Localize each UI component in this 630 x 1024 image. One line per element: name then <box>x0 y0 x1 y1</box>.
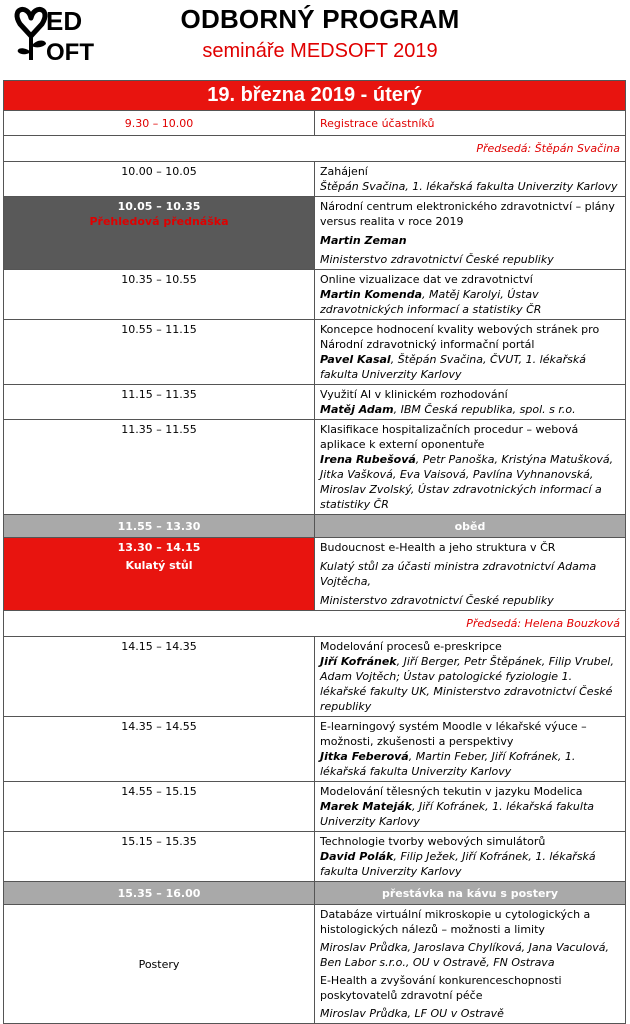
chair-1: Předsedá: Štěpán Svačina <box>4 136 626 162</box>
session-title: Online vizualizace dat ve zdravotnictví <box>320 273 533 286</box>
coffee-time: 15.35 – 16.00 <box>4 882 315 905</box>
session-title: Modelování tělesných tekutin v jazyku Modelica <box>320 785 583 798</box>
program-row <box>4 717 626 782</box>
session-authors <box>320 352 620 382</box>
session-title: Klasifikace hospitalizačních procedur – webová aplikace k externí oponentuře <box>320 423 579 451</box>
session-time: 14.55 – 15.15 <box>4 782 315 832</box>
session-coauthors: , Filip Ježek, Jiří Kofránek, 1. lékařská fakulta Univerzity Karlovy <box>320 850 596 878</box>
session-time: 13.30 – 14.15 <box>117 541 201 554</box>
registration-time: 9.30 – 10.00 <box>4 111 315 136</box>
session-authors <box>320 654 620 714</box>
session-coauthors: , Jiří Berger, Petr Štěpánek, Filip Vrubel, Adam Vojtěch; Ústav patologické fyziologie 1. lékařské fakulty UK, Ministerstvo zdravotnictví České republiky <box>320 655 614 713</box>
program-row <box>4 270 626 320</box>
session-title: Modelování procesů e-preskripce <box>320 640 502 653</box>
session-content <box>315 197 626 270</box>
session-coauthors: , IBM Česká republika, spol. s r.o. <box>393 403 576 416</box>
program-row <box>4 197 626 270</box>
session-title: Technologie tvorby webových simulátorů <box>320 835 546 848</box>
session-speaker: Matěj Adam <box>320 403 394 416</box>
session-authors <box>320 849 620 879</box>
session-affiliation: Ministerstvo zdravotnictví České republiky <box>320 253 554 266</box>
session-time-keynote <box>4 197 315 270</box>
session-content <box>315 717 626 782</box>
session-speaker: Jitka Feberová <box>320 750 409 763</box>
session-time: 15.15 – 15.35 <box>4 832 315 882</box>
session-time: 11.15 – 11.35 <box>4 385 315 420</box>
session-title: Národní centrum elektronického zdravotnictví – plány versus realita v roce 2019 <box>320 200 615 228</box>
roundtable-line-2: Ministerstvo zdravotnictví České republiky <box>320 594 554 607</box>
session-content <box>315 637 626 717</box>
logo-text-bottom: OFT <box>46 39 94 66</box>
session-coauthors: , Jiří Kofránek, 1. lékařská fakulta Univerzity Karlovy <box>320 800 595 828</box>
posters-row <box>4 905 626 1024</box>
medsoft-logo <box>6 4 98 66</box>
session-authors <box>320 799 620 829</box>
session-authors <box>320 287 620 317</box>
registration-label: Registrace účastníků <box>315 111 626 136</box>
session-tag: Kulatý stůl <box>125 559 193 572</box>
session-content <box>315 538 626 611</box>
program-row <box>4 637 626 717</box>
roundtable-line-1: Kulatý stůl za účasti ministra zdravotnictví Adama Vojtěcha, <box>320 560 597 588</box>
session-speaker: Irena Rubešová <box>320 453 416 466</box>
session-content <box>315 320 626 385</box>
session-time: 11.35 – 11.55 <box>4 420 315 515</box>
session-title: E-learningový systém Moodle v lékařské výuce – možnosti, zkušenosti a perspektivy <box>320 720 587 748</box>
lunch-label: oběd <box>315 515 626 538</box>
session-time: 14.35 – 14.55 <box>4 717 315 782</box>
session-title: Zahájení <box>320 165 368 178</box>
session-time: 10.55 – 11.15 <box>4 320 315 385</box>
session-time: 10.05 – 10.35 <box>117 200 201 213</box>
posters-content <box>315 905 626 1024</box>
session-authors <box>320 402 620 417</box>
lunch-row <box>4 515 626 538</box>
session-content <box>315 385 626 420</box>
program-row <box>4 162 626 197</box>
program-table <box>3 80 626 1024</box>
session-coauthors: , Martin Feber, Jiří Kofránek, 1. lékařská fakulta Univerzity Karlovy <box>320 750 576 778</box>
session-speaker: Martin Zeman <box>320 234 407 247</box>
session-speaker: Marek Mateják <box>320 800 412 813</box>
poster-authors: Miroslav Průdka, Jaroslava Chylíková, Jana Vaculová, Ben Labor s.r.o., OU v Ostravě, FN Ostrava <box>320 941 609 969</box>
poster-authors: Miroslav Průdka, LF OU v Ostravě <box>320 1007 504 1020</box>
posters-label: Postery <box>4 905 315 1024</box>
header <box>0 0 630 82</box>
session-content <box>315 420 626 515</box>
program-row <box>4 420 626 515</box>
page-subtitle: semináře MEDSOFT 2019 <box>202 40 438 62</box>
session-content <box>315 270 626 320</box>
session-title: Budoucnost e-Health a jeho struktura v ČR <box>320 541 556 554</box>
poster-title: E-Health a zvyšování konkurenceschopnosti poskytovatelů zdravotní péče <box>320 974 562 1002</box>
session-content <box>315 782 626 832</box>
session-speaker: Pavel Kasal <box>320 353 391 366</box>
day-header: 19. března 2019 - úterý <box>4 81 626 111</box>
program-row <box>4 782 626 832</box>
program-row <box>4 832 626 882</box>
session-speaker: Martin Komenda <box>320 288 423 301</box>
session-authors <box>320 452 620 512</box>
session-coauthors: , Petr Panoška, Kristýna Matušková, Jitka Vašková, Eva Vaisová, Pavlína Vyhnanovská, Miroslav Zvolský, Ústav zdravotnických informací a statistiky ČR <box>320 453 614 511</box>
session-coauthors: , Matěj Karolyi, Ústav zdravotnických informací a statistiky ČR <box>320 288 542 316</box>
session-time: 10.00 – 10.05 <box>4 162 315 197</box>
poster-title: Databáze virtuální mikroskopie u cytologických a histologických nálezů – možnosti a limity <box>320 908 591 936</box>
roundtable-row <box>4 538 626 611</box>
session-time: 10.35 – 10.55 <box>4 270 315 320</box>
session-speaker: David Polák <box>320 850 394 863</box>
session-title: Koncepce hodnocení kvality webových stránek pro Národní zdravotnický informační portál <box>320 323 600 351</box>
session-tag: Přehledová přednáška <box>89 215 229 228</box>
session-authors <box>320 749 620 779</box>
page-title: ODBORNÝ PROGRAM <box>180 4 460 34</box>
session-authors: Štěpán Svačina, 1. lékařská fakulta Univerzity Karlovy <box>320 180 618 193</box>
registration-row <box>4 111 626 136</box>
logo-text-top: ED <box>46 6 83 36</box>
chair-row-1 <box>4 136 626 162</box>
session-time: 14.15 – 14.35 <box>4 637 315 717</box>
chair-2: Předsedá: Helena Bouzková <box>4 611 626 637</box>
program-row <box>4 385 626 420</box>
session-content <box>315 162 626 197</box>
session-content <box>315 832 626 882</box>
day-header-row <box>4 81 626 111</box>
program-row <box>4 320 626 385</box>
session-title: Využití AI v klinickém rozhodování <box>320 388 508 401</box>
session-coauthors: , Štěpán Svačina, ČVUT, 1. lékařská fakulta Univerzity Karlovy <box>320 353 586 381</box>
session-speaker: Jiří Kofránek <box>320 655 397 668</box>
chair-row-2 <box>4 611 626 637</box>
roundtable-time-cell <box>4 538 315 611</box>
lunch-time: 11.55 – 13.30 <box>4 515 315 538</box>
coffee-label: přestávka na kávu s postery <box>315 882 626 905</box>
